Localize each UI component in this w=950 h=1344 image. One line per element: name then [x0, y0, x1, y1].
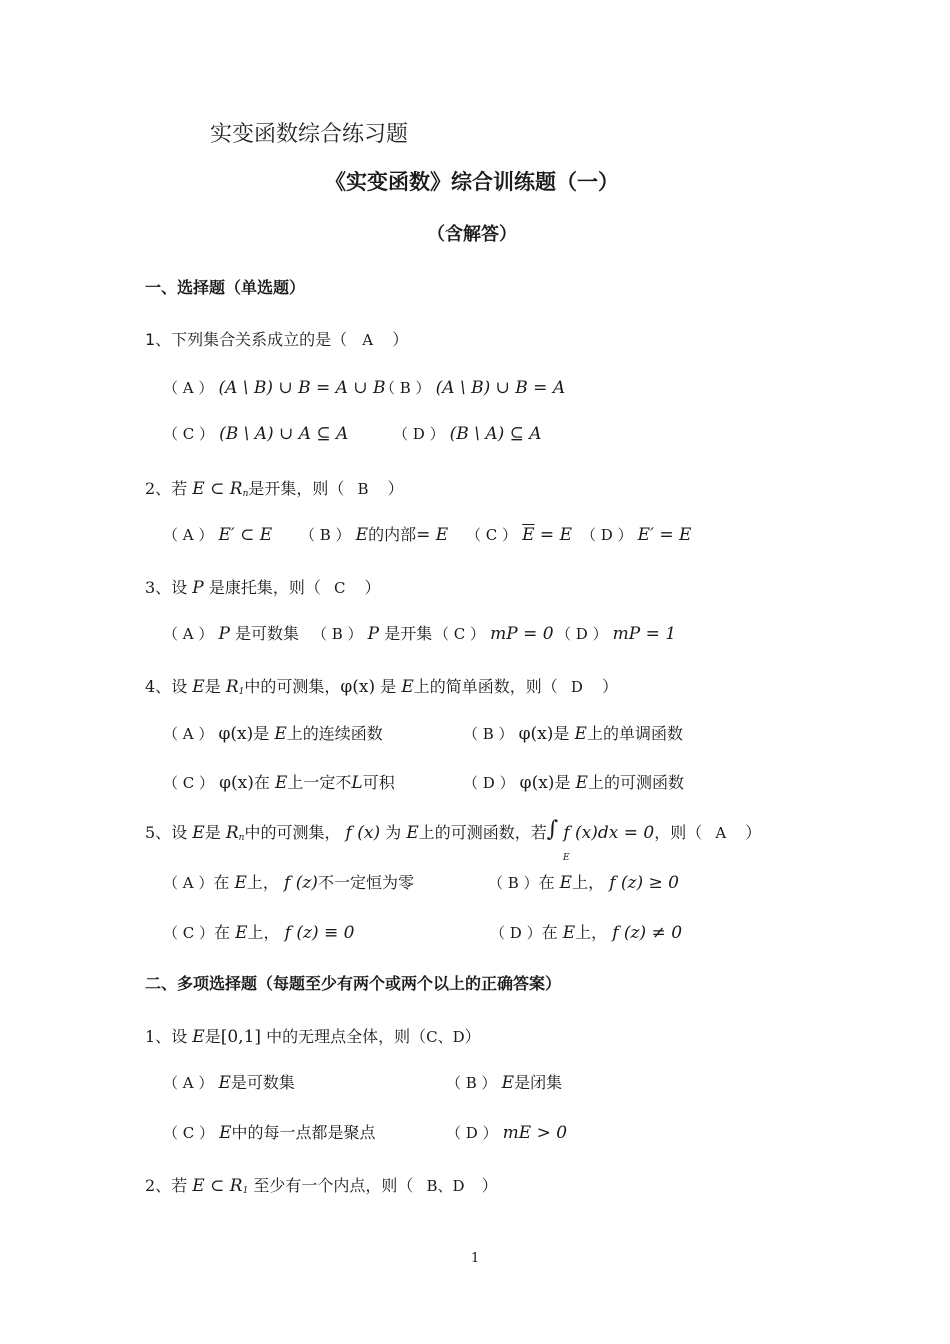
question-5-option-a	[163, 875, 414, 892]
option-label: （ A ）	[163, 379, 214, 397]
option-math: φ(x)	[218, 724, 254, 744]
question-2-text: 是开集，则（	[248, 479, 345, 498]
question-1-option-b	[380, 380, 565, 397]
question-close: ）	[464, 1027, 481, 1046]
question-2-subscript: n	[242, 489, 249, 499]
question-number: 3、	[145, 578, 172, 597]
option-text: 上的单调函数	[586, 724, 683, 743]
question-5-subscript: n	[238, 833, 245, 843]
option-math: f (z) ≠ 0	[612, 923, 683, 943]
question-5-math-f: f (x)	[345, 823, 381, 843]
option-label: （ B ）	[380, 379, 431, 397]
option-math: E	[355, 525, 369, 545]
main-title: 《实变函数》综合训练题（一）	[325, 170, 619, 194]
option-text: 是可数集	[230, 1073, 295, 1092]
option-math: f (z) ≡ 0	[284, 923, 355, 943]
option-math: E	[559, 873, 573, 893]
option-text: 上的可测函数	[587, 773, 684, 792]
option-label: （ B ）	[300, 526, 351, 544]
question-5-option-b	[488, 875, 679, 892]
option-label: （ D ）	[490, 924, 542, 942]
option-text: 在	[253, 773, 270, 792]
question-3-text: 是康托集，则（	[208, 578, 321, 597]
question-4-math-phi: φ(x)	[340, 677, 376, 697]
question-5-math-r: R	[225, 823, 239, 843]
option-label: （ B ）	[446, 1074, 497, 1092]
option-text: 上，	[246, 873, 279, 892]
question-4-she: 设	[171, 677, 188, 696]
option-label: （ D ）	[581, 526, 633, 544]
option-label: （ C ）	[434, 625, 486, 643]
question-4-option-c	[163, 775, 395, 792]
option-math: mP = 1	[612, 624, 677, 644]
question-5-close: ）	[745, 823, 762, 842]
question-3-stem	[145, 580, 381, 597]
option-math: E	[218, 1073, 231, 1093]
question-close: ）	[481, 1176, 498, 1195]
option-label: （ D ）	[393, 425, 445, 443]
question-4-close: ）	[602, 677, 619, 696]
question-text: 是	[204, 1027, 221, 1046]
option-text: 是	[554, 773, 571, 792]
option-label: （ C ）	[466, 526, 518, 544]
question-answer: C、D	[426, 1028, 465, 1046]
option-math: φ(x)	[219, 773, 254, 793]
question-number: 4、	[145, 677, 172, 696]
question-1-option-c	[163, 426, 348, 443]
question-5-she: 设	[171, 823, 188, 842]
section2-question-1-option-d	[446, 1125, 567, 1142]
question-3-close: ）	[364, 578, 381, 597]
option-label: （ A ）	[163, 526, 214, 544]
option-label: （ D ）	[446, 1124, 498, 1142]
option-math: E	[501, 1073, 515, 1093]
option-label: （ B ）	[488, 874, 539, 892]
question-answer: B、D	[426, 1177, 465, 1195]
question-5-text: 中的可测集，	[244, 823, 341, 842]
question-4-text: 是	[204, 677, 221, 696]
question-text: 设	[171, 1027, 188, 1046]
question-4-text: 上的简单函数，则（	[413, 677, 558, 696]
option-math: E	[575, 773, 588, 793]
question-5-math-e: E	[406, 823, 419, 843]
question-4-option-b	[463, 726, 683, 743]
question-1-answer: A	[362, 331, 374, 349]
option-text: 是	[553, 724, 570, 743]
question-2-option-b	[300, 527, 448, 544]
option-math: = E	[416, 525, 449, 545]
option-text: 在	[538, 873, 555, 892]
section-heading-multiple-choice: 二、多项选择题（每题至少有两个或两个以上的正确答案）	[145, 974, 562, 993]
option-math: E	[274, 724, 287, 744]
integral-icon: ∫	[546, 817, 559, 842]
question-subscript: 1	[242, 1186, 249, 1196]
question-4-math-e: E	[401, 677, 414, 697]
question-2-math: E ⊂ R	[192, 479, 243, 499]
option-math: E	[274, 773, 288, 793]
question-2-stem	[145, 481, 404, 498]
option-math: mP = 0	[490, 624, 554, 644]
question-5-text: ，则（	[654, 823, 703, 842]
question-4-option-d	[463, 775, 684, 792]
option-label: （ D ）	[463, 774, 515, 792]
option-text: 上，	[572, 873, 605, 892]
question-2-close: ）	[387, 479, 404, 498]
option-math: L	[351, 773, 363, 793]
option-math: E	[235, 923, 248, 943]
question-5-math-integrand: f (x)dx = 0	[563, 823, 655, 843]
question-4-subscript: 1	[238, 687, 245, 697]
option-math: (A \ B) ∪ B = A ∪ B	[218, 378, 386, 398]
question-4-option-a	[163, 726, 383, 743]
option-label: （ B ）	[463, 725, 514, 743]
option-math-closure: $\overline{E}$	[522, 525, 535, 545]
question-1-text: 1、下列集合关系成立的是（	[145, 330, 348, 349]
option-text: 中的每一点都是聚点	[231, 1123, 376, 1142]
option-label: （ A ）	[163, 625, 214, 643]
option-text: 上，	[247, 923, 280, 942]
option-text: 在	[541, 923, 558, 942]
question-5-text: 为	[385, 823, 402, 842]
section-heading-single-choice: 一、选择题（单选题）	[145, 278, 306, 297]
page-number: 1	[471, 1251, 480, 1266]
option-text: 上的连续函数	[286, 724, 383, 743]
question-2-ruo: 若	[171, 479, 188, 498]
question-5-option-d	[490, 925, 682, 942]
question-text: 若	[171, 1176, 188, 1195]
option-text: 是开集	[384, 624, 433, 643]
question-5-text: 上的可测函数，若	[418, 823, 547, 842]
option-math: E	[234, 873, 247, 893]
option-label: （ C ）	[163, 425, 215, 443]
question-math: E	[192, 1027, 205, 1047]
question-number: 2、	[145, 1176, 172, 1195]
option-math: E′ = E	[637, 525, 692, 545]
option-math: = E	[534, 525, 572, 545]
sub-title: （含解答）	[427, 224, 517, 245]
option-math: (B \ A) ∪ A ⊆ A	[219, 424, 349, 444]
option-math: φ(x)	[518, 724, 554, 744]
option-math: E	[219, 1123, 232, 1143]
question-text: 至少有一个内点，则（	[253, 1176, 414, 1195]
question-5-stem	[145, 817, 762, 843]
question-3-option-d	[556, 626, 676, 643]
option-label: （ C ）	[163, 1124, 215, 1142]
question-text: 中的无理点全体，则（	[266, 1027, 427, 1046]
question-5-math-e: E	[192, 823, 205, 843]
option-text: 的内部	[368, 525, 417, 544]
question-1-option-a	[163, 380, 385, 397]
question-1-close: ）	[392, 330, 409, 349]
question-3-answer: C	[333, 579, 346, 597]
option-label: （ A ）	[163, 1074, 214, 1092]
section2-question-2-stem	[145, 1178, 498, 1195]
option-math: E	[562, 923, 576, 943]
question-math: E ⊂ R	[192, 1176, 243, 1196]
document-title: 实变函数综合练习题	[210, 122, 409, 147]
option-math: E	[574, 724, 587, 744]
option-math: (B \ A) ⊆ A	[449, 424, 542, 444]
question-3-option-b	[312, 626, 432, 643]
question-4-text: 是	[380, 677, 397, 696]
question-number: 1、	[145, 1027, 172, 1046]
option-label: （ C ）	[163, 774, 215, 792]
question-4-math-e: E	[192, 677, 205, 697]
option-text: 在	[213, 873, 230, 892]
question-3-math: P	[192, 578, 204, 598]
option-text: 可积	[362, 773, 395, 792]
question-2-answer: B	[357, 480, 369, 498]
option-text: 在	[214, 923, 231, 942]
question-number: 2、	[145, 479, 172, 498]
question-5-text: 是	[204, 823, 221, 842]
option-text: 不一定恒为零	[317, 873, 414, 892]
question-number: 5、	[145, 823, 172, 842]
option-text: 是	[253, 724, 270, 743]
question-1-stem	[145, 332, 408, 348]
question-4-text: 中的可测集，	[244, 677, 341, 696]
option-math: E′ ⊂ E	[218, 525, 273, 545]
option-label: （ B ）	[312, 625, 363, 643]
option-math: (A \ B) ∪ B = A	[435, 378, 566, 398]
option-text: 上，	[575, 923, 608, 942]
option-text: 上一定不	[287, 773, 352, 792]
question-5-answer: A	[715, 824, 727, 842]
section2-question-1-option-b	[446, 1075, 562, 1092]
question-4-answer: D	[570, 678, 583, 696]
question-5-option-c	[163, 925, 354, 942]
option-text: 是闭集	[514, 1073, 563, 1092]
option-math: f (z) ≥ 0	[609, 873, 679, 893]
option-label: （ C ）	[163, 924, 215, 942]
question-4-math-r: R	[225, 677, 239, 697]
question-1-option-d	[393, 426, 542, 443]
question-3-option-a	[163, 626, 299, 643]
question-2-option-c	[466, 527, 572, 544]
integral-subscript: E	[563, 853, 570, 863]
option-math: mE > 0	[502, 1123, 568, 1143]
option-text: 是可数集	[235, 624, 300, 643]
section2-question-1-stem	[145, 1029, 481, 1046]
section2-question-1-option-a	[163, 1075, 295, 1092]
section2-question-1-option-c	[163, 1125, 376, 1142]
question-math-interval: [0,1]	[220, 1027, 262, 1047]
option-math: P	[367, 624, 380, 644]
option-math: f (z)	[284, 873, 318, 893]
question-2-option-a	[163, 527, 272, 544]
option-label: （ A ）	[163, 874, 214, 892]
option-math: P	[218, 624, 230, 644]
option-label: （ D ）	[556, 625, 608, 643]
option-math: φ(x)	[519, 773, 555, 793]
question-4-stem	[145, 679, 618, 696]
question-2-option-d	[581, 527, 691, 544]
question-3-she: 设	[171, 578, 188, 597]
option-label: （ A ）	[163, 725, 214, 743]
question-3-option-c	[434, 626, 554, 643]
